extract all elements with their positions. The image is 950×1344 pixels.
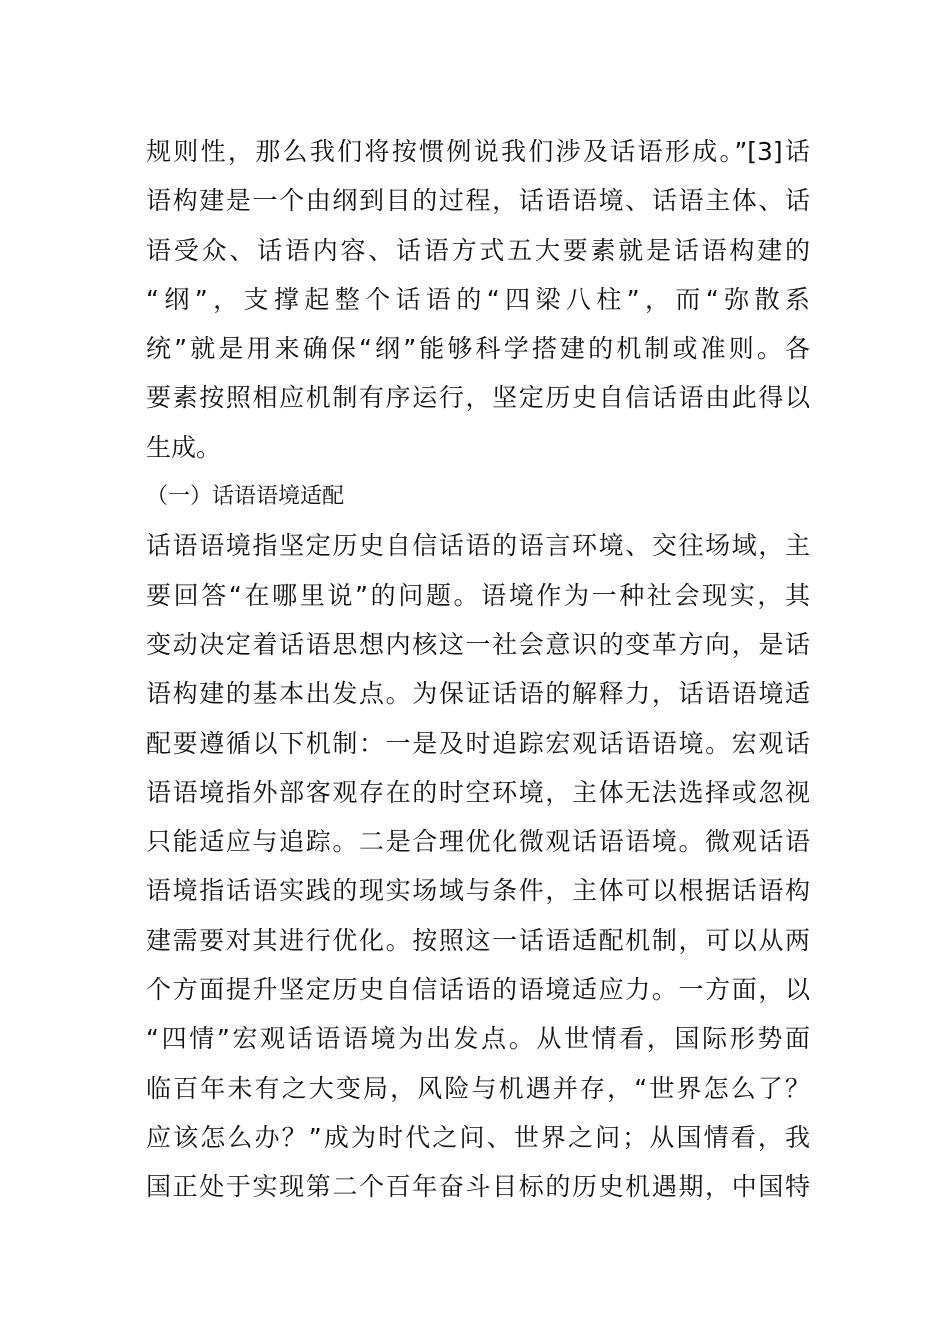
- paragraph-line: 国正处于实现第二个百年奋斗目标的历史机遇期，中国特: [146, 1172, 810, 1202]
- paragraph-line: 配要遵循以下机制：一是及时追踪宏观话语语境。宏观话: [146, 728, 810, 758]
- paragraph-line: 要回答“在哪里说”的问题。语境作为一种社会现实，其: [146, 580, 810, 610]
- paragraph-line: 语构建是一个由纲到目的过程，话语语境、话语主体、话: [146, 186, 810, 216]
- paragraph-line: 语境指话语实践的现实场域与条件，主体可以根据话语构: [146, 876, 810, 906]
- paragraph-line: 语受众、话语内容、话语方式五大要素就是话语构建的: [146, 235, 810, 265]
- paragraph-line: 话语语境指坚定历史自信话语的语言环境、交往场域，主: [146, 531, 810, 561]
- paragraph-line: “四情”宏观话语语境为出发点。从世情看，国际形势面: [146, 1024, 810, 1054]
- paragraph-line: 个方面提升坚定历史自信话语的语境适应力。一方面，以: [146, 975, 810, 1005]
- paragraph-line: 临百年未有之大变局，风险与机遇并存，“世界怎么了？: [146, 1073, 810, 1103]
- section-heading: （一）话语语境适配: [146, 484, 345, 510]
- paragraph-line: 变动决定着话语思想内核这一社会意识的变革方向，是话: [146, 629, 810, 659]
- paragraph-line: 要素按照相应机制有序运行，坚定历史自信话语由此得以: [146, 383, 810, 413]
- paragraph-line: 规则性，那么我们将按惯例说我们涉及话语形成。”[3]话: [146, 137, 810, 166]
- paragraph-line: “纲”，支撑起整个话语的“四梁八柱”，而“弥散系: [146, 284, 810, 314]
- paragraph-line: 建需要对其进行优化。按照这一话语适配机制，可以从两: [146, 925, 810, 955]
- paragraph-line: 应该怎么办？”成为时代之问、世界之问；从国情看，我: [146, 1122, 810, 1152]
- paragraph-line: 语构建的基本出发点。为保证话语的解释力，话语语境适: [146, 679, 810, 709]
- paragraph-line: 统”就是用来确保“纲”能够科学搭建的机制或准则。各: [146, 334, 810, 364]
- paragraph-line: 语语境指外部客观存在的时空环境，主体无法选择或忽视: [146, 777, 810, 807]
- paragraph-line: 只能适应与追踪。二是合理优化微观话语语境。微观话语: [146, 827, 810, 857]
- body-text: [146, 127, 810, 1212]
- paragraph-line: 生成。: [146, 432, 222, 462]
